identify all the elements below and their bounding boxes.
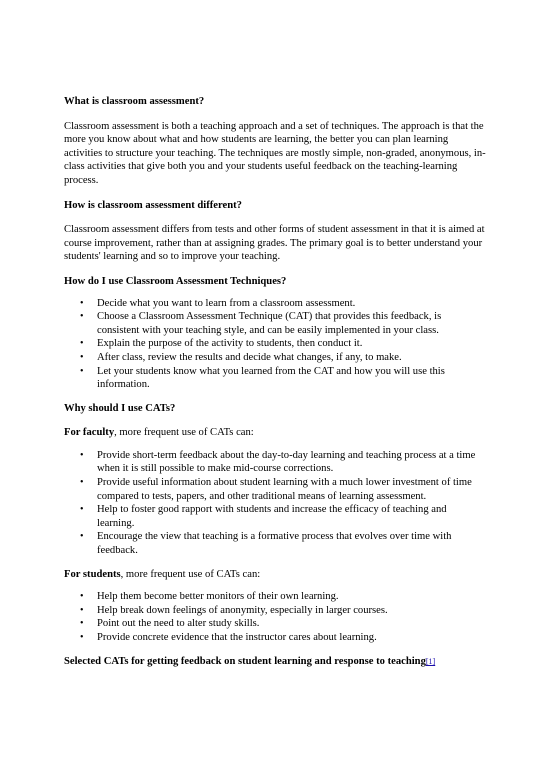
heading-selected-cats-text: Selected CATs for getting feedback on student learning and response to teaching [64,655,426,667]
list-item: • Provide short-term feedback about the day-to-day learning and teaching process at a time when it is still possible to make mid-course corrections. [97,449,486,476]
paragraph-how-different: Classroom assessment differs from tests and other forms of student assessment in that it is aimed at course improvement, rather than at assigning grades. The primary goal is to better understand your students' learning and so to improve your teaching. [64,224,485,263]
list-faculty-benefits [64,449,486,558]
heading-what-is-classroom-assessment: What is classroom assessment? [64,96,205,107]
list-how-to-use [64,297,486,392]
faculty-lead [64,426,486,440]
list-item: • Help break down feelings of anonymity, especially in larger courses. [97,604,486,618]
list-item: • Point out the need to alter study skills. [97,617,486,631]
list-item: • Provide concrete evidence that the instructor cares about learning. [97,631,486,645]
footnote-link[interactable]: [1] [425,656,436,666]
students-lead-bold: For students [64,568,121,580]
list-item: • Choose a Classroom Assessment Technique (CAT) that provides this feedback, is consistent with your teaching style, and can be easily implemented in your class. [97,310,486,337]
students-lead-text: , more frequent use of CATs can: [120,568,261,580]
list-item: • Help to foster good rapport with students and increase the efficacy of teaching and learning. [97,503,486,530]
list-item: • Explain the purpose of the activity to students, then conduct it. [97,337,486,351]
list-item: • Encourage the view that teaching is a formative process that evolves over time with feedback. [97,530,486,557]
faculty-lead-text: , more frequent use of CATs can: [114,427,254,439]
list-item: • Decide what you want to learn from a classroom assessment. [97,297,486,311]
list-item: • After class, review the results and decide what changes, if any, to make. [97,351,486,365]
heading-how-to-use-cats: How do I use Classroom Assessment Techniques? [64,275,287,287]
heading-selected-cats [64,655,486,669]
faculty-lead-bold: For faculty [64,427,115,439]
list-item: • Help them become better monitors of their own learning. [97,590,486,604]
list-student-benefits [64,590,486,644]
students-lead [64,568,486,582]
list-item: • Provide useful information about student learning with a much lower investment of time compared to tests, papers, and other traditional means of learning assessment. [97,476,486,503]
paragraph-what-is-classroom-assessment: Classroom assessment is both a teaching approach and a set of techniques. The approach is that the more you know about what and how students are learning, the better you can plan learning activities to structure your teaching. The techniques are mostly simple, non-graded, anonymous, in-class activities that give both you and your students useful feedback on the teaching-learning process. [64,120,486,186]
list-item: • Let your students know what you learned from the CAT and how you will use this information. [97,365,486,392]
heading-why-use-cats: Why should I use CATs? [64,402,176,414]
heading-how-different: How is classroom assessment different? [64,199,242,211]
